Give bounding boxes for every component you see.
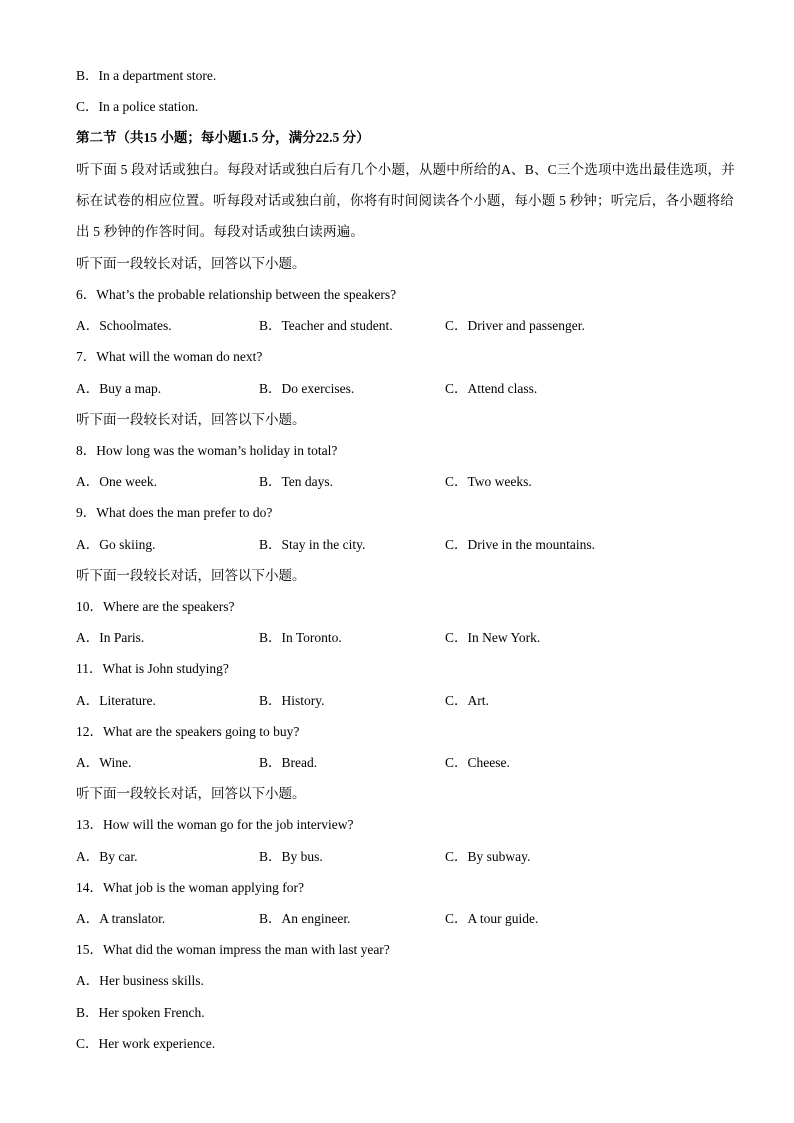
question-13-option-b: B．By bus. [259, 849, 323, 864]
question-14-option-b: B．An engineer. [259, 911, 351, 926]
question-11-option-a: A．Literature. [76, 693, 156, 708]
question-7-stem: 7．What will the woman do next? [76, 349, 263, 364]
question-10-stem: 10．Where are the speakers? [76, 599, 235, 614]
question-12-stem: 12．What are the speakers going to buy? [76, 724, 300, 739]
question-8-stem: 8．How long was the woman’s holiday in total? [76, 443, 338, 458]
option-c-previous: C．In a police station. [76, 99, 199, 114]
question-13-stem: 13．How will the woman go for the job interview? [76, 817, 354, 832]
question-12-option-c: C．Cheese. [445, 755, 510, 770]
question-9-option-b: B．Stay in the city. [259, 537, 366, 552]
question-7-option-c: C．Attend class. [445, 381, 538, 396]
dialogue-prompt-3: 听下面一段较长对话，回答以下小题。 [76, 568, 306, 583]
question-11-option-b: B．History. [259, 693, 325, 708]
question-8-option-b: B．Ten days. [259, 474, 334, 489]
question-7-option-a: A．Buy a map. [76, 381, 162, 396]
question-14-stem: 14．What job is the woman applying for? [76, 880, 304, 895]
question-11-option-c: C．Art. [445, 693, 489, 708]
dialogue-prompt-2: 听下面一段较长对话，回答以下小题。 [76, 412, 306, 427]
question-14-option-c: C．A tour guide. [445, 911, 539, 926]
question-13-option-c: C．By subway. [445, 849, 531, 864]
question-6-option-b: B．Teacher and student. [259, 318, 393, 333]
question-7-option-b: B．Do exercises. [259, 381, 355, 396]
question-6-option-c: C．Driver and passenger. [445, 318, 585, 333]
question-14-option-a: A．A translator. [76, 911, 166, 926]
question-9-stem: 9．What does the man prefer to do? [76, 505, 273, 520]
question-13-option-a: A．By car. [76, 849, 138, 864]
dialogue-prompt-4: 听下面一段较长对话，回答以下小题。 [76, 786, 306, 801]
question-6-stem: 6．What’s the probable relationship between the speakers? [76, 287, 397, 302]
question-8-option-a: A．One week. [76, 474, 157, 489]
section-heading: 第二节（共15 小题；每小题1.5 分，满分22.5 分） [76, 130, 370, 145]
question-15-option-c: C．Her work experience. [76, 1036, 216, 1051]
question-10-option-a: A．In Paris. [76, 630, 145, 645]
question-6-option-a: A．Schoolmates. [76, 318, 172, 333]
question-15-option-a: A．Her business skills. [76, 973, 204, 988]
question-10-option-b: B．In Toronto. [259, 630, 342, 645]
dialogue-prompt-1: 听下面一段较长对话，回答以下小题。 [76, 256, 306, 271]
question-12-option-b: B．Bread. [259, 755, 318, 770]
option-b-previous: B．In a department store. [76, 68, 217, 83]
question-10-option-c: C．In New York. [445, 630, 541, 645]
question-12-option-a: A．Wine. [76, 755, 132, 770]
question-15-option-b: B．Her spoken French. [76, 1005, 205, 1020]
question-9-option-c: C．Drive in the mountains. [445, 537, 595, 552]
question-11-stem: 11．What is John studying? [76, 661, 229, 676]
question-9-option-a: A．Go skiing. [76, 537, 156, 552]
question-15-stem: 15．What did the woman impress the man with last year? [76, 942, 390, 957]
question-8-option-c: C．Two weeks. [445, 474, 532, 489]
section-instructions: 听下面 5 段对话或独白。每段对话或独白后有几个小题，从题中所给的A、B、C三个选项中选出最佳选项，并标在试卷的相应位置。听每段对话或独白前，你将有时间阅读各个小题，每小题 5 秒钟；听完后，各小题将给出 5 秒钟的作答时间。每段对话或独白读两遍。 [76, 162, 735, 239]
